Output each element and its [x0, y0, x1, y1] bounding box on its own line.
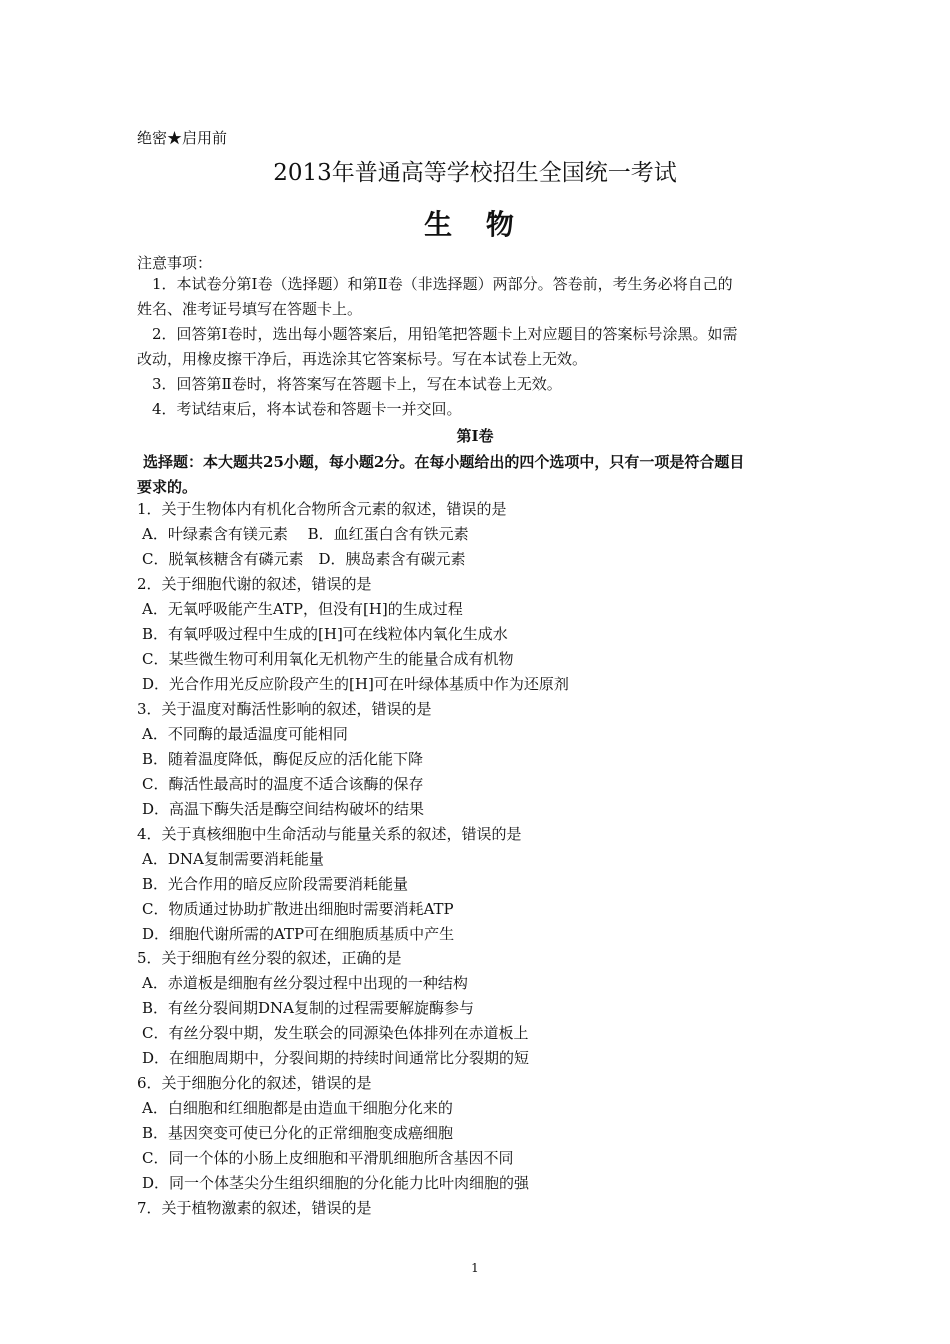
question-option: B．有氧呼吸过程中生成的[H]可在线粒体内氧化生成水: [142, 625, 508, 643]
question-option: D．同一个体茎尖分生组织细胞的分化能力比叶肉细胞的强: [142, 1174, 530, 1192]
question-stem: 2．关于细胞代谢的叙述，错误的是: [137, 575, 372, 593]
question-option: D．光合作用光反应阶段产生的[H]可在叶绿体基质中作为还原剂: [142, 675, 569, 693]
question-option: D．细胞代谢所需的ATP可在细胞质基质中产生: [142, 925, 455, 943]
question-stem: 6．关于细胞分化的叙述，错误的是: [137, 1074, 372, 1092]
question-option: B．随着温度降低，酶促反应的活化能下降: [142, 750, 424, 768]
question-stem: 7．关于植物激素的叙述，错误的是: [137, 1199, 372, 1217]
question-stem: 4．关于真核细胞中生命活动与能量关系的叙述，错误的是: [137, 825, 522, 843]
question-option: C．某些微生物可利用氧化无机物产生的能量合成有机物: [142, 650, 514, 668]
question-option: C．有丝分裂中期，发生联会的同源染色体排列在赤道板上: [142, 1024, 529, 1042]
question-option: B．光合作用的暗反应阶段需要消耗能量: [142, 875, 409, 893]
question-stem: 3．关于温度对酶活性影响的叙述，错误的是: [137, 700, 432, 718]
subject-title: 生 物: [424, 208, 526, 241]
question-option: A．无氧呼吸能产生ATP，但没有[H]的生成过程: [142, 600, 463, 618]
notes-heading: 注意事项：: [137, 254, 213, 272]
question-option: A．白细胞和红细胞都是由造血干细胞分化来的: [142, 1099, 453, 1117]
question-option: B．基因突变可使已分化的正常细胞变成癌细胞: [142, 1124, 454, 1142]
question-option: C．酶活性最高时的温度不适合该酶的保存: [142, 775, 424, 793]
question-stem: 5．关于细胞有丝分裂的叙述，正确的是: [137, 949, 402, 967]
question-option: B．有丝分裂间期DNA复制的过程需要解旋酶参与: [142, 999, 475, 1017]
part-one-instructions: 选择题：本大题共25小题，每小题2分。在每小题给出的四个选项中，只有一项是符合题目要求的。: [137, 453, 745, 496]
question-options-row: A．叶绿素含有镁元素 B．血红蛋白含有铁元素: [142, 525, 469, 543]
page-number: 1: [471, 1261, 479, 1275]
note-item-1: 1．本试卷分第Ⅰ卷（选择题）和第Ⅱ卷（非选择题）两部分。答卷前，考生务必将自己的姓名、准考证号填写在答题卡上。: [137, 275, 733, 318]
note-item-2: 2．回答第Ⅰ卷时，选出每小题答案后，用铅笔把答题卡上对应题目的答案标号涂黑。如需改动，用橡皮擦干净后，再选涂其它答案标号。写在本试卷上无效。: [137, 325, 738, 368]
question-option: A．赤道板是细胞有丝分裂过程中出现的一种结构: [142, 974, 468, 992]
question-stem: 1．关于生物体内有机化合物所含元素的叙述，错误的是: [137, 500, 507, 518]
exam-title: 2013年普通高等学校招生全国统一考试: [273, 160, 677, 186]
question-option: A．不同酶的最适温度可能相同: [142, 725, 348, 743]
secret-mark: 绝密★启用前: [137, 129, 228, 147]
note-item-4: 4．考试结束后，将本试卷和答题卡一并交回。: [152, 400, 462, 418]
question-option: D．高温下酶失活是酶空间结构破坏的结果: [142, 800, 425, 818]
question-option: D．在细胞周期中，分裂间期的持续时间通常比分裂期的短: [142, 1049, 530, 1067]
question-option: C．同一个体的小肠上皮细胞和平滑肌细胞所含基因不同: [142, 1149, 514, 1167]
question-option: A．DNA复制需要消耗能量: [142, 850, 324, 868]
question-options-row: C．脱氧核糖含有磷元素 D．胰岛素含有碳元素: [142, 550, 466, 568]
note-item-3: 3．回答第Ⅱ卷时，将答案写在答题卡上，写在本试卷上无效。: [152, 375, 562, 393]
part-one-title: 第Ⅰ卷: [456, 427, 494, 445]
question-option: C．物质通过协助扩散进出细胞时需要消耗ATP: [142, 900, 454, 918]
